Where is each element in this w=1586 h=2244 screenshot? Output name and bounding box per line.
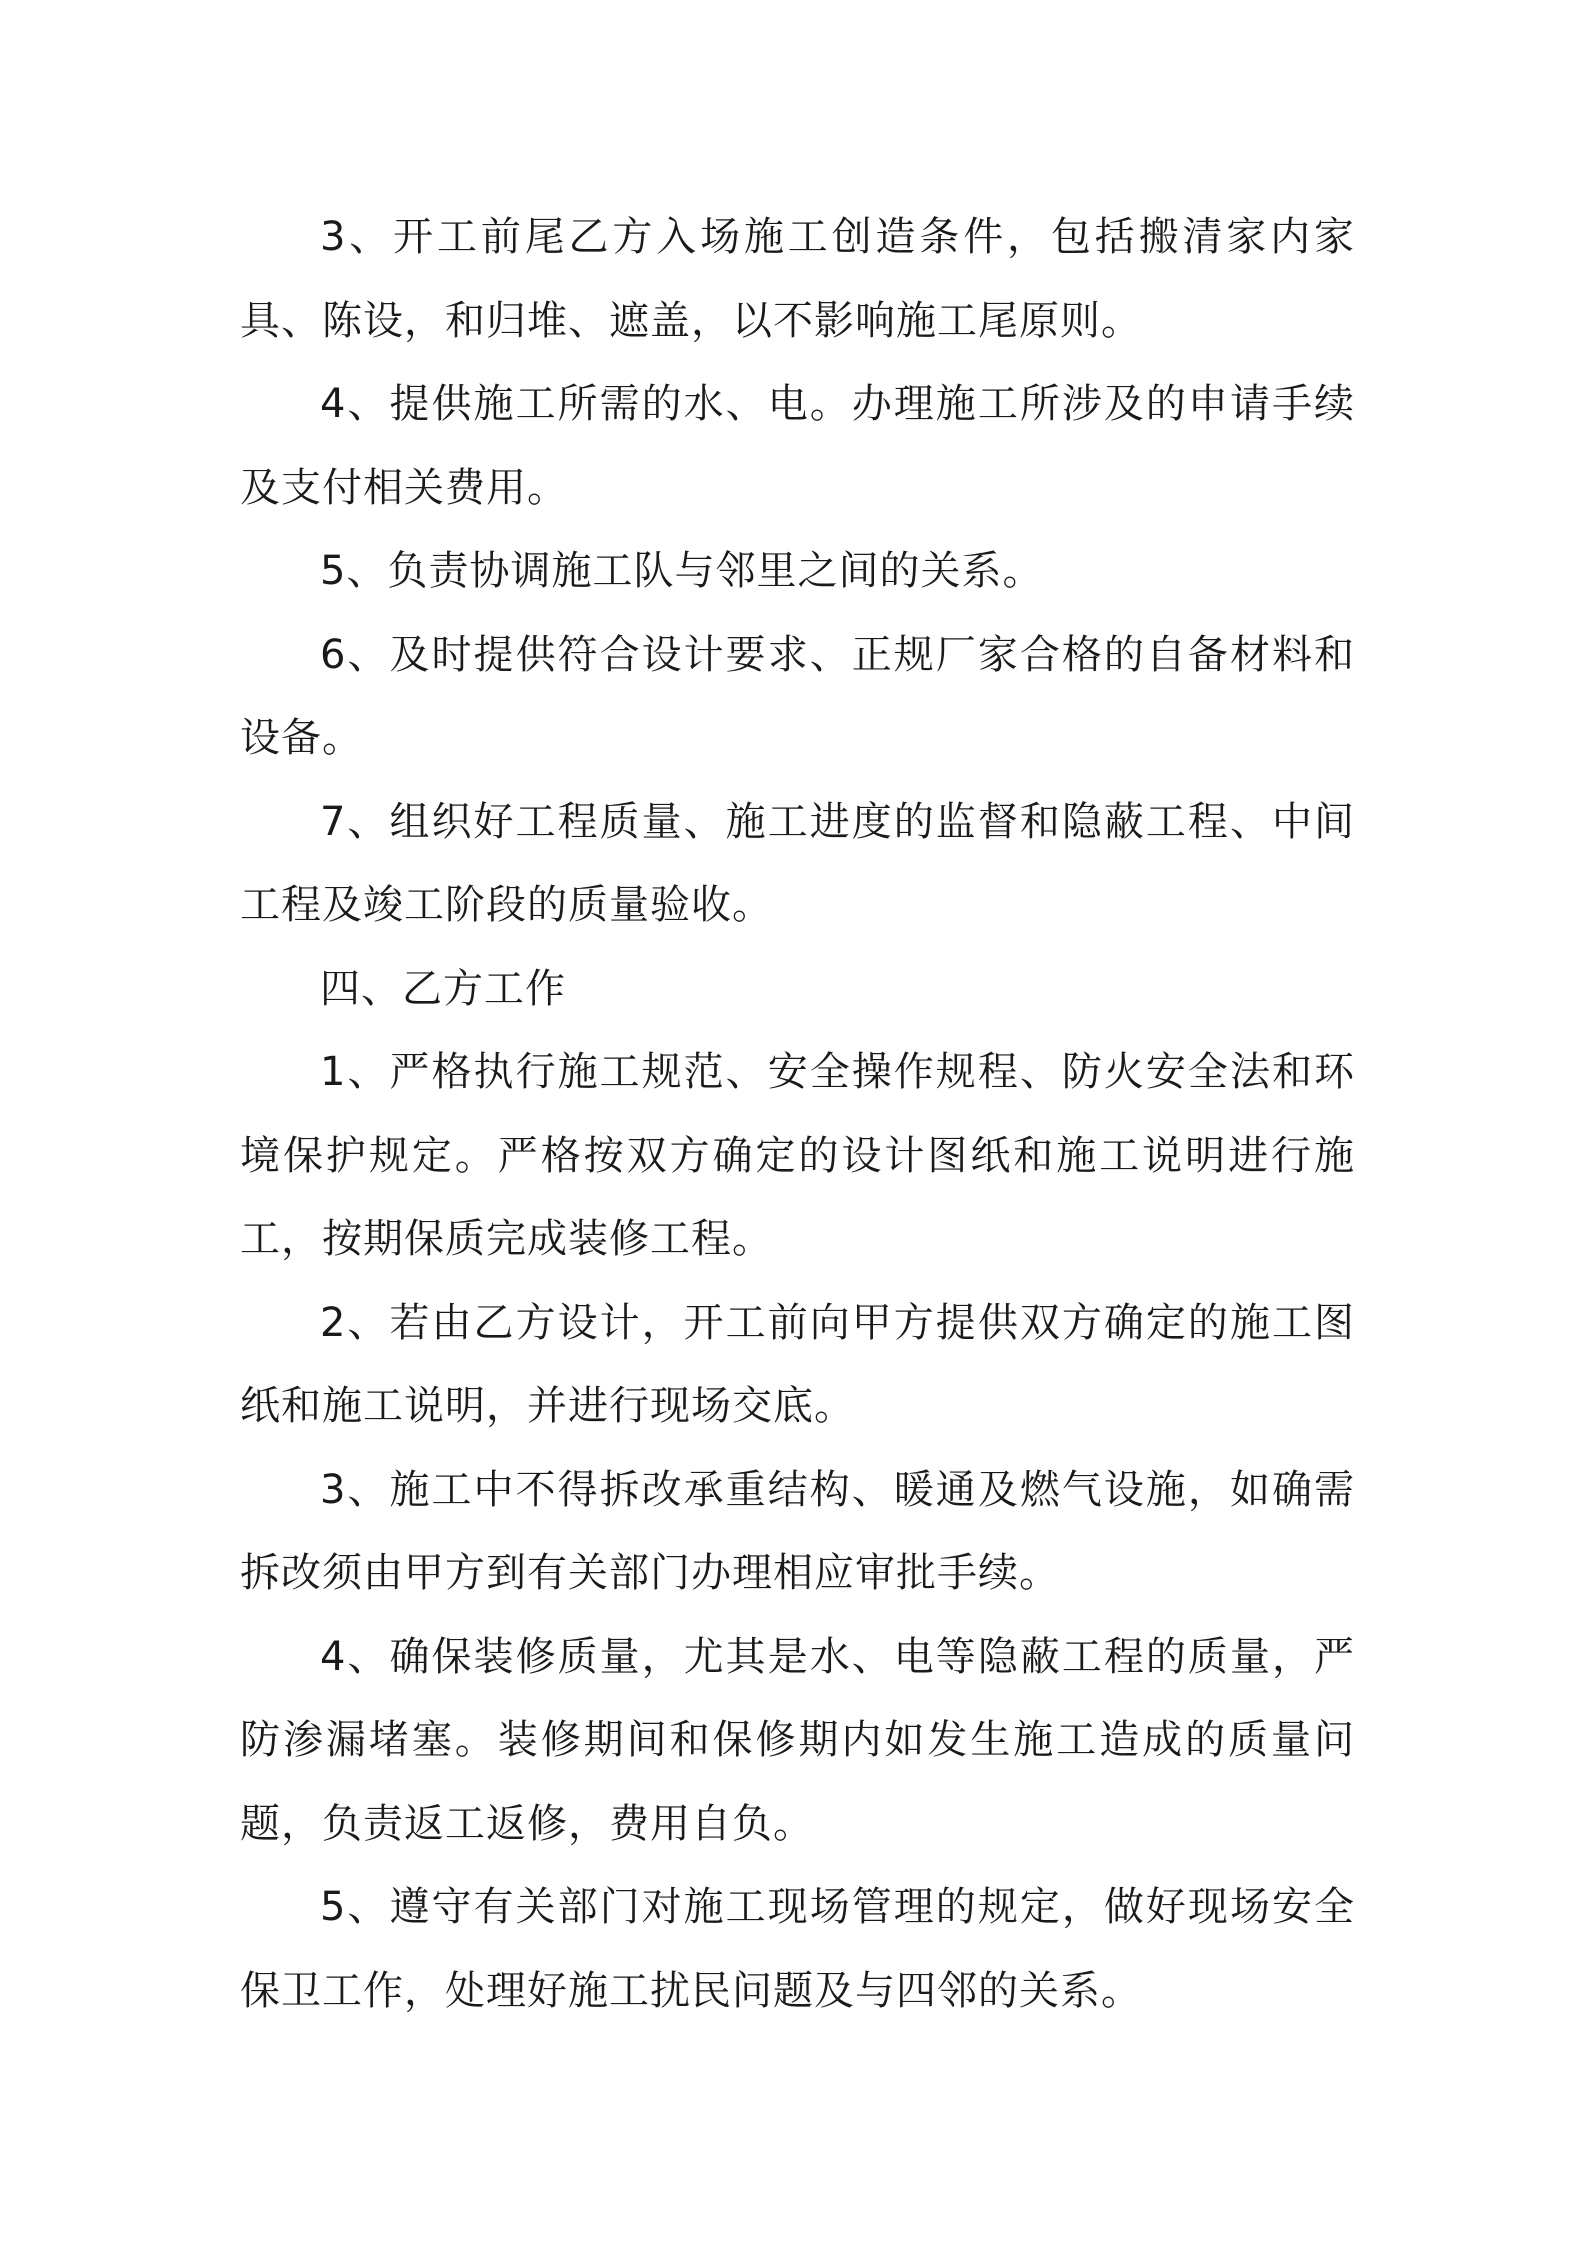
paragraph-owner-item-7: 7、组织好工程质量、施工进度的监督和隐蔽工程、中间工程及竣工阶段的质量验收。 xyxy=(240,798,1355,928)
section-heading-contractor-work: 四、乙方工作 xyxy=(320,965,566,1012)
document-body xyxy=(240,196,1355,2033)
paragraph-contractor-item-3: 3、施工中不得拆改承重结构、暖通及燃气设施，如确需拆改须由甲方到有关部门办理相应审批手续。 xyxy=(240,1466,1355,1596)
paragraph-owner-item-6: 6、及时提供符合设计要求、正规厂家合格的自备材料和设备。 xyxy=(240,631,1355,761)
paragraph-contractor-item-4: 4、确保装修质量，尤其是水、电等隐蔽工程的质量，严防渗漏堵塞。装修期间和保修期内如发生施工造成的质量问题，负责返工返修，费用自负。 xyxy=(240,1633,1355,1847)
paragraph-owner-item-4: 4、提供施工所需的水、电。办理施工所涉及的申请手续及支付相关费用。 xyxy=(240,381,1355,511)
paragraph-contractor-item-1: 1、严格执行施工规范、安全操作规程、防火安全法和环境保护规定。严格按双方确定的设计图纸和施工说明进行施工，按期保质完成装修工程。 xyxy=(240,1049,1355,1262)
paragraph-owner-item-5: 5、负责协调施工队与邻里之间的关系。 xyxy=(320,548,1044,594)
paragraph-contractor-item-5: 5、遵守有关部门对施工现场管理的规定，做好现场安全保卫工作，处理好施工扰民问题及与四邻的关系。 xyxy=(240,1884,1355,2014)
paragraph-contractor-item-2: 2、若由乙方设计，开工前向甲方提供双方确定的施工图纸和施工说明，并进行现场交底。 xyxy=(240,1299,1355,1429)
paragraph-owner-item-3: 3、开工前尾乙方入场施工创造条件，包括搬清家内家具、陈设，和归堆、遮盖，以不影响施工尾原则。 xyxy=(240,214,1355,344)
